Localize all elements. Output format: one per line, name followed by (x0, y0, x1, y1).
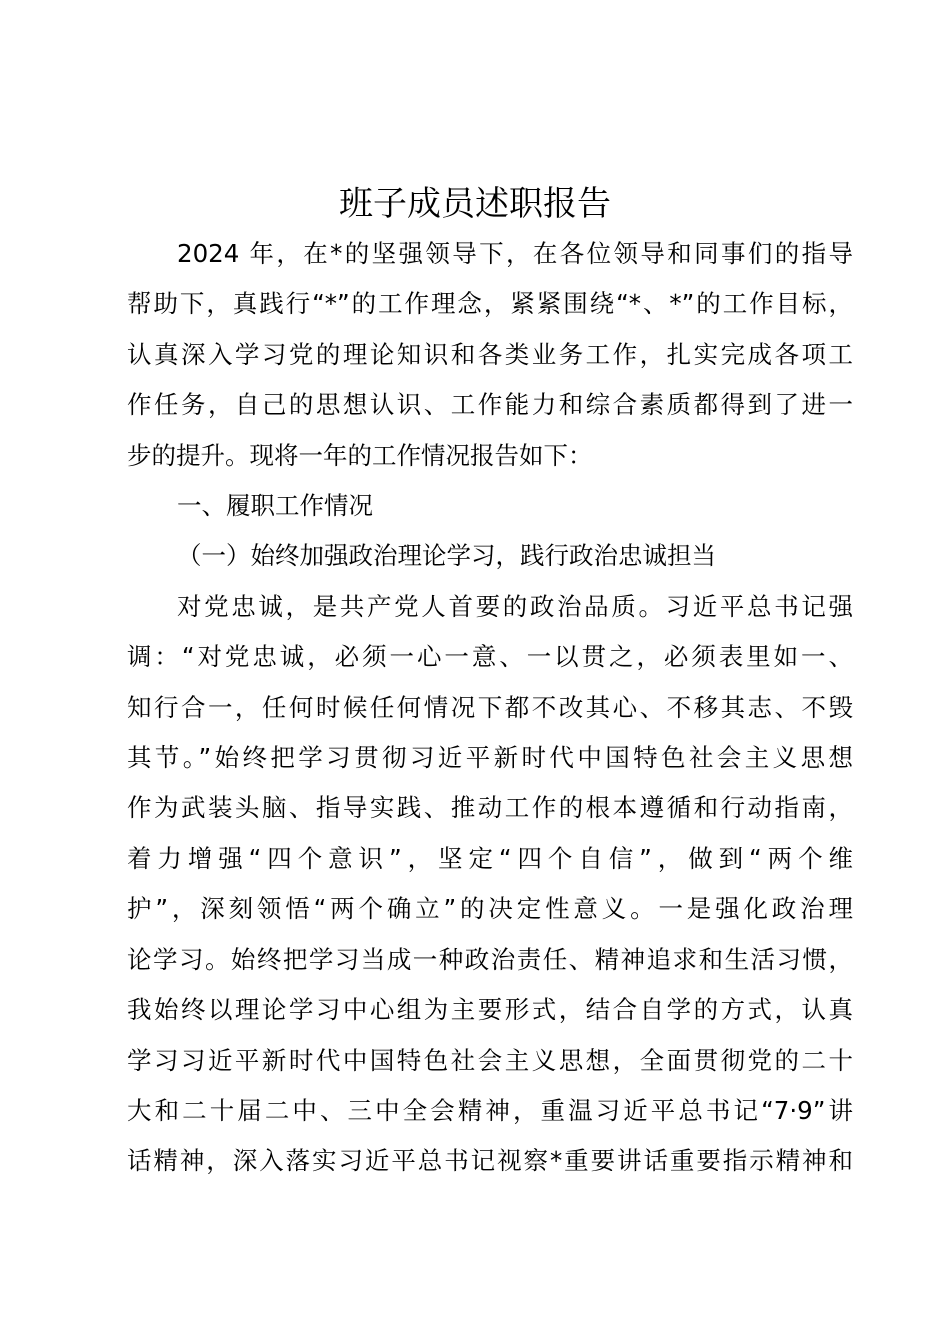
text-line: 步的提升。现将一年的工作情况报告如下： (127, 440, 593, 470)
paragraph-intro (127, 229, 853, 481)
text-line: 知行合一，任何时候任何情况下都不改其心、不移其志、不毁 (127, 692, 853, 722)
text-line: 我始终以理论学习中心组为主要形式，结合自学的方式，认真 (127, 995, 853, 1025)
text-line: 护”，深刻领悟“两个确立”的决定性意义。一是强化政治理 (127, 894, 853, 924)
document-body (127, 229, 853, 1187)
heading-line: （一）始终加强政治理论学习，践行政治忠诚担当 (177, 541, 716, 571)
text-line: 调：“对党忠诚，必须一心一意、一以贯之，必须表里如一、 (127, 642, 853, 672)
text-line: 学习习近平新时代中国特色社会主义思想，全面贯彻党的二十 (127, 1045, 853, 1075)
paragraph-loyalty (127, 582, 853, 1187)
heading-line: 一、履职工作情况 (177, 491, 373, 521)
text-line: 帮助下，真践行“*”的工作理念，紧紧围绕“*、*”的工作目标， (127, 289, 853, 319)
text-line: 话精神，深入落实习近平总书记视察*重要讲话重要指示精神和 (127, 1146, 853, 1176)
text-line: 认真深入学习党的理论知识和各类业务工作，扎实完成各项工 (127, 339, 853, 369)
subsection-heading (127, 531, 853, 581)
text-line: 大和二十届二中、三中全会精神，重温习近平总书记“7·9”讲 (127, 1095, 853, 1125)
text-line: 其节。”始终把学习贯彻习近平新时代中国特色社会主义思想 (127, 743, 853, 773)
text-line: 作为武装头脑、指导实践、推动工作的根本遵循和行动指南， (127, 793, 853, 823)
section-heading (127, 481, 853, 531)
document-title: 班子成员述职报告 (339, 184, 611, 224)
text-line: 着力增强“四个意识”，坚定“四个自信”，做到“两个维 (127, 843, 853, 873)
text-line: 2024 年，在*的坚强领导下，在各位领导和同事们的指导 (177, 239, 853, 268)
text-line: 作任务，自己的思想认识、工作能力和综合素质都得到了进一 (127, 390, 853, 420)
text-line: 对党忠诚，是共产党人首要的政治品质。习近平总书记强 (177, 591, 853, 621)
text-line: 论学习。始终把学习当成一种政治责任、精神追求和生活习惯， (127, 944, 853, 974)
